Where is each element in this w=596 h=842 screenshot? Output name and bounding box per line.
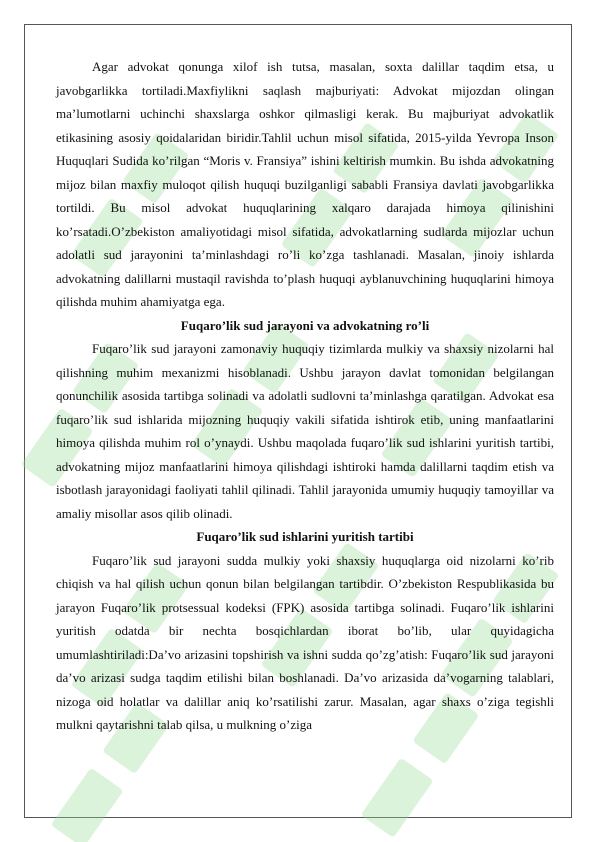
section-heading-procedure: Fuqaro’lik sud ishlarini yuritish tartibi — [196, 529, 414, 544]
paragraph-advocate-liability: Agar advokat qonunga xilof ish tutsa, masalan, soxta dalillar taqdim etsa, u javobgarlikka tortiladi.Maxfiylikni saqlash majburiyati: Advokat mijozdan olingan ma’lumotlarni uchinchi shaxslarga oshkor qilmasligi kerak. Bu majburiyat advokatlik etikasining asosiy qoidalaridan biridir.Tahlil uchun misol sifatida, 2015-yilda Yevropa Inson Huquqlari Sudida ko’rilgan “Moris v. Fransiya” ishini keltirish mumkin. Bu ishda advokatning mijoz bilan maxfiy muloqot qilish huquqi buzilganligi sababli Fransiya davlati javobgarlikka tortildi. Bu misol advokat huquqlarining xalqaro darajada himoya qilinishini ko’rsatadi.O’zbekiston amaliyotidagi misol sifatida, advokatlarning sudlarda mijozlar uchun adolatli sud jarayonini ta’minlashdagi ro’li ko’zga tashlanadi. Masalan, jinoiy ishlarda advokatning dalillarni mustaqil ravishda to’plash huquqi ayblanuvchining huquqlarini himoya qilishda muhim ahamiyatga ega. — [56, 59, 554, 309]
paragraph-procedure: Fuqaro’lik sud jarayoni sudda mulkiy yoki shaxsiy huquqlarga oid nizolarni ko’rib chiqish va hal qilish uchun qonun bilan belgilangan tartibdir. O’zbekiston Respublikasida bu jarayon Fuqaro’lik protsessual kodeksi (FPK) asosida tartibga solinadi. Fuqaro’lik ishlarini yuritish odatda bir nechta bosqichlardan iborat bo’lib, ular quyidagicha umumlashtiriladi:Da’vo arizasini topshirish va ishni sudda qo’zg’atish: Fuqaro’lik sud jarayoni da’vo arizasi sudga taqdim etilishi bilan boshlanadi. Da’vo arizasida da’vogarning talablari, nizoga oid holatlar va dalillar aniq ko’rsatilishi zarur. Masalan, agar shaxs o’ziga tegishli mulkni qaytarishni talab qilsa, u mulkning o’ziga — [56, 552, 554, 732]
paragraph-civil-process-intro: Fuqaro’lik sud jarayoni zamonaviy huquqiy tizimlarda mulkiy va shaxsiy nizolarni hal qilishning muhim mexanizmi hisoblanadi. Ushbu jarayon davlat tomonidan belgilangan qonunchilik asosida tartibga solinadi va adolatli sudlovni ta’minlashga qaratilgan. Advokat esa fuqaro’lik sud ishlarida mijozning huquqiy vakili sifatida ishtirok etib, uning manfaatlarini himoya qilishda muhim rol o’ynaydi. Ushbu maqolada fuqaro’lik sud ishlarini yuritish tartibi, advokatning mijoz manfaatlarini himoya qilishdagi ishtiroki hamda dalillarni taqdim etish va isbotlash jarayonidagi faoliyati tahlil qilinadi. Tahlil jarayonida umumiy huquqiy tamoyillar va amaliy misollar asos qilib olinadi. — [56, 341, 554, 521]
document-body — [56, 55, 554, 737]
section-heading-civil-process: Fuqaro’lik sud jarayoni va advokatning ro’li — [180, 317, 430, 333]
